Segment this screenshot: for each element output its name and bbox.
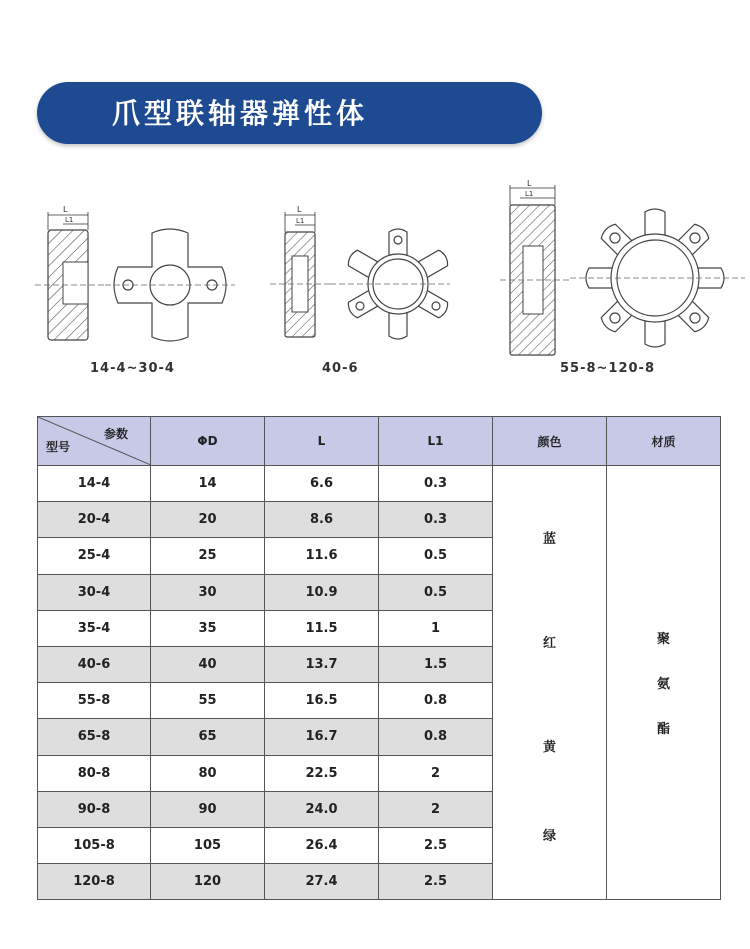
cell-L: 8.6 — [265, 502, 379, 538]
spec-table — [37, 416, 721, 900]
cell-L1: 0.5 — [379, 538, 493, 574]
cell-model: 105-8 — [38, 827, 151, 863]
cell-L: 11.6 — [265, 538, 379, 574]
material-char: 氨 — [656, 677, 670, 693]
cell-phiD: 120 — [151, 864, 265, 900]
cell-L: 10.9 — [265, 574, 379, 610]
cell-L1: 0.8 — [379, 683, 493, 719]
dim-L1-label-3: L1 — [525, 190, 534, 198]
cell-model: 35-4 — [38, 610, 151, 646]
cell-L1: 1 — [379, 610, 493, 646]
cell-L: 16.7 — [265, 719, 379, 755]
cell-L: 22.5 — [265, 755, 379, 791]
cell-L: 13.7 — [265, 646, 379, 682]
cell-L1: 1.5 — [379, 646, 493, 682]
cell-L: 26.4 — [265, 827, 379, 863]
table-row — [38, 466, 721, 502]
cell-model: 30-4 — [38, 574, 151, 610]
figure-caption-2: 40-6 — [322, 361, 359, 376]
color-item: 蓝 — [542, 532, 556, 547]
cell-L: 27.4 — [265, 864, 379, 900]
cell-model: 14-4 — [38, 466, 151, 502]
cell-phiD: 35 — [151, 610, 265, 646]
cell-L1: 0.8 — [379, 719, 493, 755]
header-model-label: 型号 — [46, 440, 71, 454]
cell-L: 24.0 — [265, 791, 379, 827]
cell-model: 25-4 — [38, 538, 151, 574]
cell-L1: 2 — [379, 755, 493, 791]
cell-L1: 2.5 — [379, 864, 493, 900]
cell-L: 6.6 — [265, 466, 379, 502]
figure-spider-4-jaw — [35, 200, 235, 350]
color-list — [493, 528, 606, 844]
cell-phiD: 105 — [151, 827, 265, 863]
material-cell — [607, 466, 721, 900]
header-L: L — [265, 417, 379, 466]
figure-caption-3: 55-8~120-8 — [560, 361, 656, 376]
cell-phiD: 25 — [151, 538, 265, 574]
figure-spider-8-jaw — [495, 180, 745, 360]
header-L1: L1 — [379, 417, 493, 466]
cell-phiD: 65 — [151, 719, 265, 755]
cell-L1: 2 — [379, 791, 493, 827]
color-item: 红 — [542, 636, 556, 651]
cell-phiD: 40 — [151, 646, 265, 682]
cell-L1: 2.5 — [379, 827, 493, 863]
material-list — [607, 615, 720, 750]
cell-model: 20-4 — [38, 502, 151, 538]
header-param-label: 参数 — [103, 427, 128, 441]
cell-model: 55-8 — [38, 683, 151, 719]
header-model-param — [38, 417, 151, 466]
dim-L-label-2: L — [297, 205, 302, 214]
cell-phiD: 14 — [151, 466, 265, 502]
header-phiD: ΦD — [151, 417, 265, 466]
material-char: 酯 — [656, 722, 670, 738]
cell-L: 11.5 — [265, 610, 379, 646]
dim-L1-label-2: L1 — [296, 217, 305, 225]
cell-model: 90-8 — [38, 791, 151, 827]
dim-L-label-3: L — [527, 180, 532, 188]
cell-phiD: 20 — [151, 502, 265, 538]
header-material: 材质 — [607, 417, 721, 466]
color-cell — [493, 466, 607, 900]
header-color: 颜色 — [493, 417, 607, 466]
cell-model: 40-6 — [38, 646, 151, 682]
color-item: 绿 — [542, 829, 556, 844]
cell-model: 80-8 — [38, 755, 151, 791]
cell-phiD: 80 — [151, 755, 265, 791]
material-char: 聚 — [656, 632, 670, 648]
figure-spider-6-jaw — [270, 200, 450, 350]
cell-model: 65-8 — [38, 719, 151, 755]
cell-L1: 0.3 — [379, 502, 493, 538]
dim-L-label: L — [63, 205, 68, 214]
color-item: 黄 — [542, 740, 556, 755]
cell-phiD: 90 — [151, 791, 265, 827]
title-banner — [37, 82, 542, 144]
cell-phiD: 55 — [151, 683, 265, 719]
table-header-row — [38, 417, 721, 466]
figure-caption-1: 14-4~30-4 — [90, 361, 175, 376]
cell-L1: 0.5 — [379, 574, 493, 610]
cell-phiD: 30 — [151, 574, 265, 610]
cell-L1: 0.3 — [379, 466, 493, 502]
cell-L: 16.5 — [265, 683, 379, 719]
page-title: 爪型联轴器弹性体 — [112, 97, 369, 130]
dim-L1-label: L1 — [65, 216, 74, 224]
cell-model: 120-8 — [38, 864, 151, 900]
